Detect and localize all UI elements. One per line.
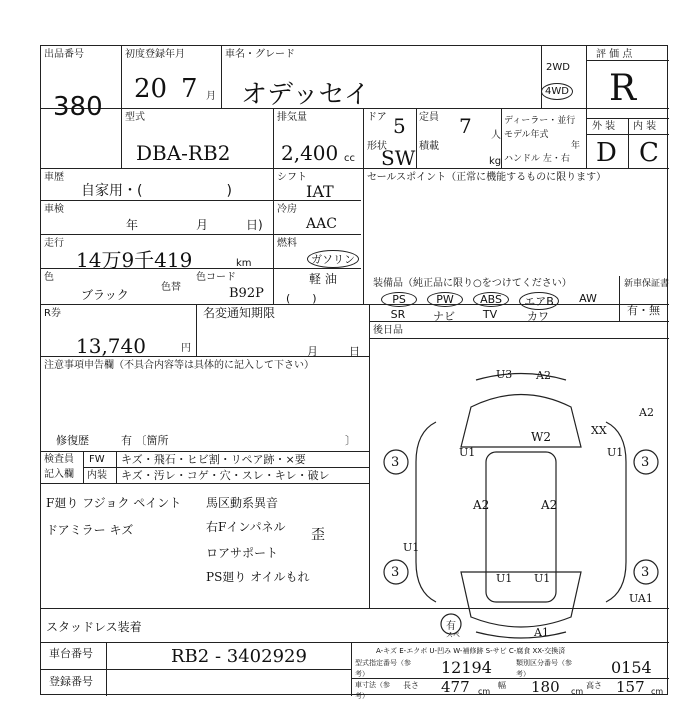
row-divider xyxy=(41,168,669,169)
wheel-fr-grade: 3 xyxy=(641,455,650,470)
row-divider xyxy=(41,483,369,484)
2wd-option: 2WD xyxy=(546,62,570,73)
dmg-ua1: UA1 xyxy=(629,592,653,605)
color-code-label: 色コード xyxy=(196,272,236,283)
wheel-fl-grade: 3 xyxy=(391,455,400,470)
spare-label: 有 xyxy=(446,621,456,632)
interior-check-label: 内装 xyxy=(87,470,107,481)
col-divider xyxy=(221,46,222,108)
capacity-label: 定員 xyxy=(419,112,439,123)
class-value: 0154 xyxy=(611,658,652,677)
score-label: 評 価 点 xyxy=(596,49,633,60)
name-change-month: 月 xyxy=(307,345,318,358)
car-rear-bumper xyxy=(476,632,566,638)
color-label: 色 xyxy=(44,272,54,283)
4wd-option: 4WD xyxy=(541,83,573,100)
width-label: 幅 xyxy=(498,681,506,690)
equip-ps: PS xyxy=(381,292,417,307)
load-label: 積載 xyxy=(419,141,439,152)
modelyear-label: モデル年式 xyxy=(504,130,549,140)
equip-abs: ABS xyxy=(473,292,509,307)
col-divider xyxy=(351,642,352,696)
col-divider xyxy=(273,108,274,168)
car-name: オデッセイ xyxy=(241,80,370,110)
fw-label: FW xyxy=(89,454,105,465)
door-label: ドア xyxy=(367,112,387,123)
capacity-unit: 人 xyxy=(491,130,501,141)
fuel-diesel: 軽 油 xyxy=(309,272,337,286)
recycle-label: R券 xyxy=(44,308,61,319)
row-divider xyxy=(369,338,669,339)
mileage-value: 14万9千419 xyxy=(76,248,193,272)
shape-label: 形状 xyxy=(367,141,387,152)
load-unit: kg xyxy=(489,156,502,167)
comment-1: F廻り フジョク ペイント xyxy=(46,496,182,510)
color-code-value: B92P xyxy=(229,286,264,301)
equipment-label: 装備品（純正品に限り○をつけてください） xyxy=(373,278,572,289)
frame-label: 車台番号 xyxy=(49,647,93,660)
name-change-label: 名変通知期限 xyxy=(203,306,276,320)
dealer-label: ディーラー・並行 xyxy=(504,116,576,126)
inspection-label: 車検 xyxy=(44,204,64,215)
shape-value: SW xyxy=(381,146,416,170)
row-divider xyxy=(41,234,361,235)
fw-items: キズ・飛石・ヒビ割・リペア跡・×要 xyxy=(121,453,306,466)
history-label: 車歴 xyxy=(44,172,64,183)
dmg-xx: XX xyxy=(591,424,607,437)
displacement-label: 排気量 xyxy=(277,112,307,123)
color-value: ブラック xyxy=(81,288,129,302)
dmg-a2-center: A2 xyxy=(541,498,558,512)
model-code: DBA-RB2 xyxy=(136,141,231,165)
frame-number: RB2 - 3402929 xyxy=(171,646,307,667)
comment-4: 右Fインパネル xyxy=(206,520,286,534)
col-divider xyxy=(619,276,620,321)
car-name-label: 車名・グレード xyxy=(225,49,295,60)
equip-pw: PW xyxy=(427,292,463,307)
month-unit: 月 xyxy=(206,91,216,102)
class-label: 類別区分番号（参考） xyxy=(516,659,572,678)
lot-number: 380 xyxy=(53,92,103,122)
width-value: 180 xyxy=(531,678,560,696)
fuel-gasoline: ガソリン xyxy=(307,250,359,268)
lot-label: 出品番号 xyxy=(44,49,84,60)
spec-num-label: 型式指定番号（参考） xyxy=(355,659,411,678)
car-left-side xyxy=(416,422,436,602)
equip-navi: ナビ xyxy=(433,310,455,323)
first-reg-label: 初度登録年月 xyxy=(125,49,185,60)
mileage-unit: km xyxy=(236,258,252,269)
shift-value: IAT xyxy=(306,182,334,201)
repair-close: 〕 xyxy=(345,434,356,447)
auction-sheet xyxy=(40,45,670,700)
exterior-label: 外 装 xyxy=(592,121,616,132)
comment-3: ドアミラー キズ xyxy=(46,523,134,537)
warranty-label: 新車保証書 xyxy=(624,279,670,289)
dmg-a1: A1 xyxy=(534,626,549,639)
cc-unit: cc xyxy=(344,153,355,164)
col-divider xyxy=(363,168,364,304)
inspection-day: 日) xyxy=(246,218,263,232)
dmg-a2-top: A2 xyxy=(536,369,551,382)
dmg-a2-right: A2 xyxy=(639,406,654,419)
door-value: 5 xyxy=(393,114,406,138)
spec-num-value: 12194 xyxy=(441,658,492,677)
mileage-label: 走行 xyxy=(44,238,64,249)
checker-label: 検査員 xyxy=(44,454,74,465)
comment-5: ロアサポート xyxy=(206,546,279,560)
score-value: R xyxy=(609,68,637,109)
col-divider xyxy=(363,108,364,168)
first-reg-month: 7 xyxy=(181,74,198,104)
fuel-other: ( ) xyxy=(286,292,317,305)
row-divider xyxy=(41,451,369,452)
col-divider xyxy=(369,304,370,608)
width-unit: cm xyxy=(571,687,584,696)
length-label: 長さ xyxy=(403,681,419,690)
comment-7: PS廻り オイルもれ xyxy=(206,570,310,584)
inspection-month: 月 xyxy=(196,218,209,232)
dmg-a2-left: A2 xyxy=(473,498,490,512)
equip-sr: SR xyxy=(390,308,406,321)
comment-6: 歪 xyxy=(311,527,325,543)
repair-value: 有 〔箇所 xyxy=(121,434,169,447)
col-divider xyxy=(121,108,122,168)
first-reg-year: 20 xyxy=(134,74,168,104)
sales-point-label: セールスポイント（正常に機能するものに限ります） xyxy=(367,172,607,183)
interior-check-items: キズ・汚レ・コゲ・穴・スレ・キレ・破レ xyxy=(121,469,330,482)
height-unit: cm xyxy=(651,687,664,696)
warranty-value: 有・無 xyxy=(627,304,660,317)
length-value: 477 xyxy=(441,678,470,696)
interior-label: 内 装 xyxy=(633,121,657,132)
equip-leather: カワ xyxy=(527,310,549,323)
car-roof-rear xyxy=(461,572,581,627)
spare-sub: スペ xyxy=(446,631,460,639)
entry-label: 記入欄 xyxy=(44,469,74,480)
notes-label: 注意事項申告欄（不具合内容等は具体的に記入して下さい） xyxy=(44,360,314,371)
col-divider xyxy=(501,108,502,168)
dmg-u1-fl: U1 xyxy=(459,446,476,459)
car-damage-diagram xyxy=(376,362,666,642)
inspection-year: 年 xyxy=(126,218,139,232)
col-divider xyxy=(416,108,417,168)
cooling-value: AAC xyxy=(306,216,337,232)
exterior-grade: D xyxy=(596,138,617,168)
modelyear-unit: 年 xyxy=(571,141,581,151)
col-divider xyxy=(541,46,542,108)
cooling-label: 冷房 xyxy=(277,204,297,215)
name-change-day: 日 xyxy=(349,345,360,358)
dmg-u1-left: U1 xyxy=(403,541,420,554)
col-divider xyxy=(196,304,197,356)
handle-label: ハンドル 左・右 xyxy=(504,154,570,164)
col-divider xyxy=(628,118,629,168)
rear-items-label: 後日品 xyxy=(373,325,403,336)
dmg-w2: W2 xyxy=(531,430,551,444)
length-unit: cm xyxy=(478,687,491,696)
dmg-u1-rear2: U1 xyxy=(534,572,551,585)
equip-tv: TV xyxy=(482,308,498,321)
row-divider xyxy=(41,642,669,643)
height-label: 高さ xyxy=(586,681,602,690)
car-front-bumper xyxy=(476,374,566,381)
capacity-value: 7 xyxy=(459,114,472,138)
equip-airbag: エアB xyxy=(519,292,559,310)
shift-label: シフト xyxy=(277,172,307,183)
color-change-label: 色替 xyxy=(161,282,181,293)
comment-2: 馬区動系異音 xyxy=(206,496,279,510)
recycle-unit: 円 xyxy=(181,343,191,354)
registration-label: 登録番号 xyxy=(49,675,93,688)
wheel-rl-grade: 3 xyxy=(391,565,400,580)
col-divider xyxy=(586,46,587,168)
interior-grade: C xyxy=(639,138,659,168)
repair-label: 修復歴 xyxy=(56,434,89,447)
dmg-u1-rear: U1 xyxy=(496,572,513,585)
size-label: 車寸法（参考） xyxy=(355,681,390,700)
height-value: 157 xyxy=(616,678,645,696)
history-value: 自家用・( ) xyxy=(81,183,232,199)
col-divider xyxy=(121,46,122,108)
dmg-u3: U3 xyxy=(496,368,513,381)
wheel-rr-grade: 3 xyxy=(641,565,650,580)
damage-legend: A-キズ E-エクボ U-凹み W-補修跡 S-サビ C-腐食 XX-交換済 xyxy=(376,647,566,655)
dmg-u1-fr: U1 xyxy=(607,446,624,459)
equip-aw: AW xyxy=(579,292,597,305)
col-divider xyxy=(273,168,274,304)
comment-8: スタッドレス装着 xyxy=(46,620,142,634)
recycle-value: 13,740 xyxy=(76,334,146,358)
model-label: 型式 xyxy=(125,112,145,123)
fuel-label: 燃料 xyxy=(277,238,297,249)
car-roof-front xyxy=(461,395,581,448)
displacement-value: 2,400 xyxy=(281,141,339,165)
